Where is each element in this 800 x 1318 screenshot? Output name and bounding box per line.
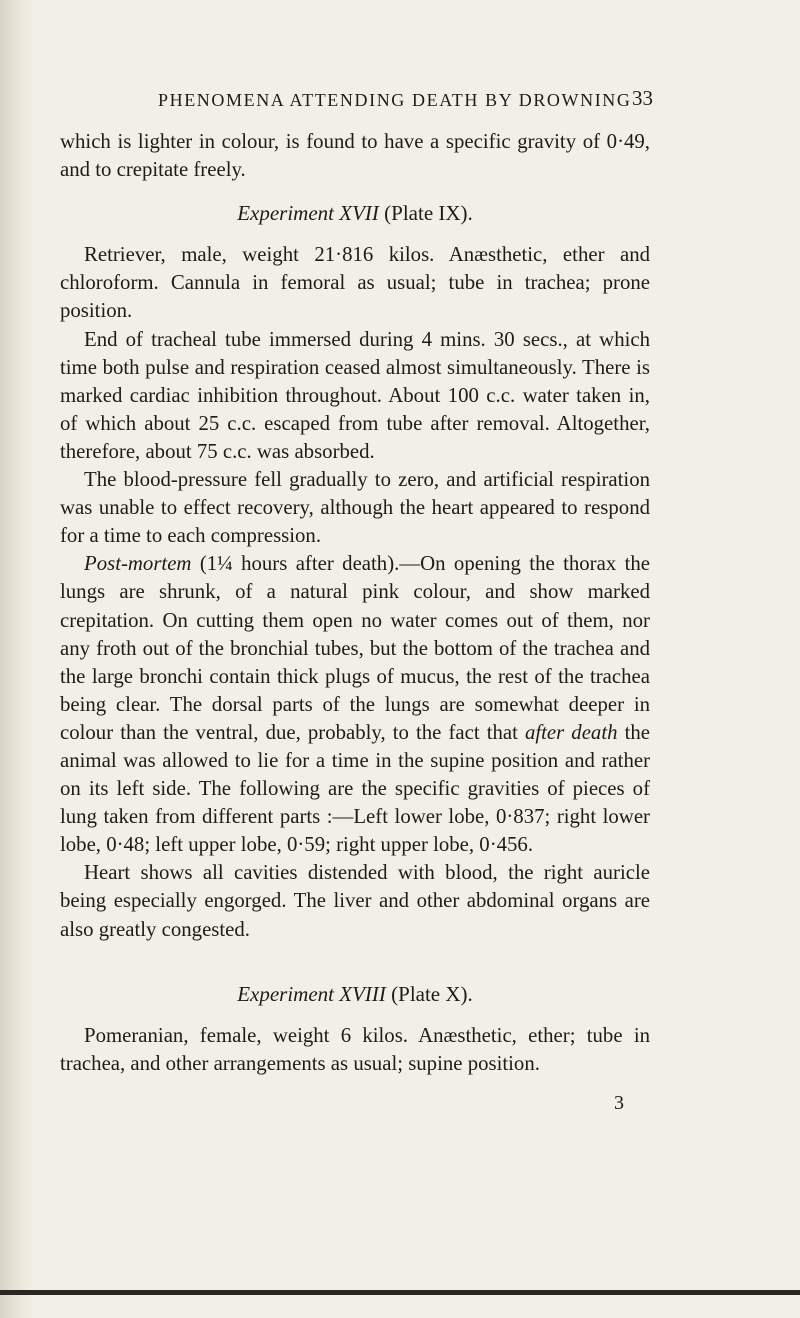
paragraph-heart: Heart shows all cavities distended with blood, the right auricle being especially engorged. The liver and other abdominal organs are also greatly congested. — [60, 861, 650, 941]
post-mortem-italic: after death — [524, 720, 618, 744]
paragraph-continuation: which is lighter in colour, is found to have a specific gravity of 0·49, and to crepitate freely. — [60, 130, 650, 182]
page-number: 33 — [632, 86, 653, 110]
paragraph-retriever: Retriever, male, weight 21·816 kilos. Anæsthetic, ether and chloroform. Cannula in femoral as usual; tube in trachea; prone position. — [60, 243, 650, 323]
paragraph-pomeranian: Pomeranian, female, weight 6 kilos. Anæsthetic, ether; tube in trachea, and other arrangements as usual; supine position. — [60, 1023, 650, 1075]
experiment-17-heading — [60, 199, 650, 227]
post-mortem-lead: Post-mortem — [84, 552, 192, 576]
bottom-edge-line — [0, 1290, 800, 1295]
signature-mark: 3 — [614, 1092, 624, 1114]
experiment-17-plate: (Plate IX). — [378, 201, 473, 226]
experiment-18-heading — [60, 980, 650, 1008]
experiment-17-title: Experiment XVII — [237, 201, 379, 226]
experiment-18-plate: (Plate X). — [385, 981, 473, 1006]
experiment-18-title: Experiment XVIII — [237, 981, 386, 1006]
paragraph-immersion: End of tracheal tube immersed during 4 mins. 30 secs., at which time both pulse and respiration ceased almost simultaneously. There is marked cardiac inhibition throughout. About 100 c.c. water taken in, of which about 25 c.c. escaped from tube after removal. Altogether, therefore, about 75 c.c. was absorbed. — [60, 327, 650, 463]
post-mortem-text-b: the animal was allowed to lie for a time in the supine position and rather on its left side. The following are the specific gravities of pieces of lung taken from different parts :—Left lower lobe, 0·837; right lower lobe, 0·48; left upper lobe, 0·59; right upper lobe, 0·456. — [60, 720, 650, 857]
paragraph-post-mortem — [60, 550, 650, 859]
body-text — [60, 128, 650, 1078]
running-head: PHENOMENA ATTENDING DEATH BY DROWNING — [158, 90, 632, 110]
post-mortem-text-a: (1¼ hours after death).—On opening the thorax the lungs are shrunk, of a natural pink colour, and show marked crepitation. On cutting them open no water comes out of them, nor any froth out of the bronchial tubes, but the bottom of the trachea and the large bronchi contain thick plugs of mucus, the rest of the trachea being clear. The dorsal parts of the lungs are somewhat deeper in colour than the ventral, due, probably, to the fact that — [60, 552, 650, 744]
paragraph-blood-pressure: The blood-pressure fell gradually to zero, and artificial respiration was unable to effect recovery, although the heart appeared to respond for a time to each compression. — [60, 468, 650, 548]
